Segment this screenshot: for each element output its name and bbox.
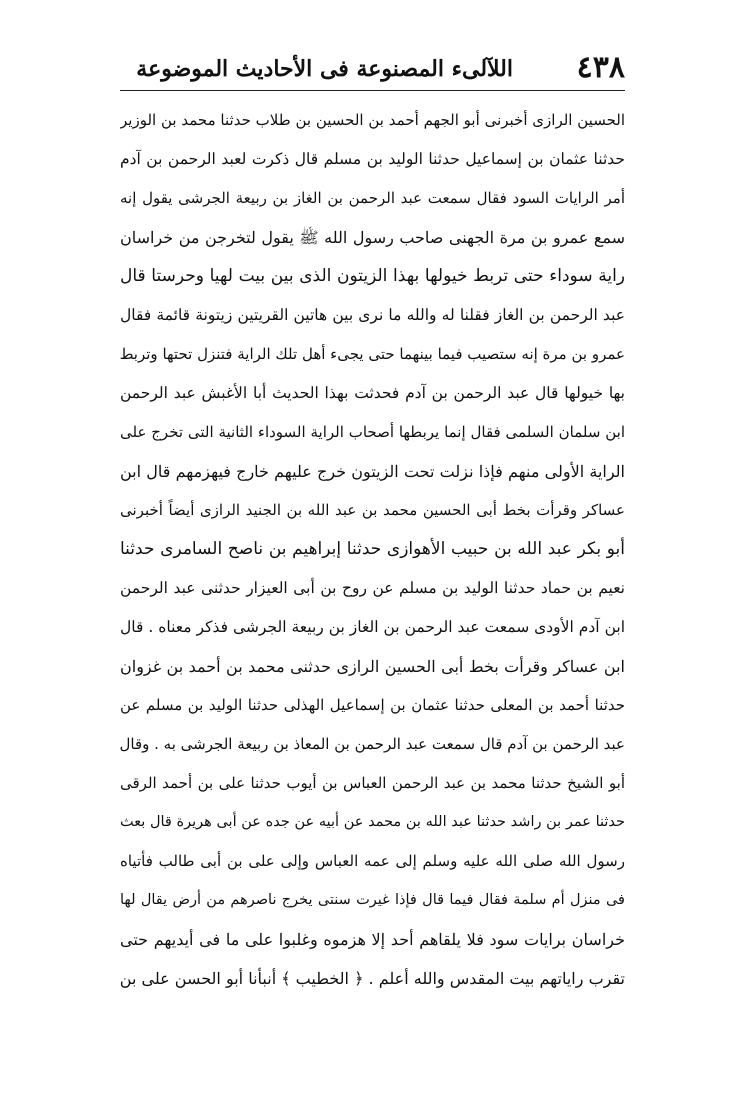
- text-line: فى منزل أم سلمة فقال فيما قال فإذا غيرت سنتى يخرج ناصرهم من أرض يقال لها: [120, 892, 625, 908]
- text-line: نعيم بن حماد حدثنا الوليد بن مسلم عن روح بن أبى العيزار حدثنى عبد الرحمن: [120, 579, 625, 597]
- text-line: الراية الأولى منهم فإذا نزلت تحت الزيتون خرج عليهم خارج فيهزمهم قال ابن: [120, 462, 625, 481]
- text-line: ابن عساكر وقرأت بخط أبى الحسين الرازى حدثنى محمد بن أحمد بن غزوان: [120, 657, 625, 676]
- text-line: ابن سلمان السلمى فقال إنما يربطها أصحاب الراية السوداء الثانية التى تخرج على: [120, 423, 625, 441]
- text-line: راية سوداء حتى تربط خيولها بهذا الزيتون الذى بين بيت لهيا وحرستا قال: [120, 266, 625, 286]
- body-text: [120, 101, 625, 998]
- text-line: خراسان برايات سود فلا يلقاهم أحد إلا هزموه وغلبوا على ما فى أيديهم حتى: [120, 930, 625, 949]
- text-line: حدثنا أحمد بن المعلى حدثنا عثمان بن إسماعيل الهذلى حدثنا الوليد بن مسلم عن: [120, 696, 625, 714]
- text-line: سمع عمرو بن مرة الجهنى صاحب رسول الله ﷺ يقول لتخرجن من خراسان: [120, 228, 625, 247]
- text-line: تقرب راياتهم بيت المقدس والله أعلم . ﴿ الخطيب ﴾ أنبأنا أبو الحسن على بن: [120, 969, 625, 988]
- text-line: عساكر وقرأت بخط أبى الحسين محمد بن عبد الله بن الجنيد الرازى أيضاً أخبرنى: [120, 501, 625, 519]
- text-line: عبد الرحمن بن آدم قال سمعت عبد الرحمن بن المعاذ بن ربيعة الجرشى به . وقال: [120, 735, 625, 753]
- page-header: [120, 48, 625, 88]
- text-line: عبد الرحمن بن الغاز فقلنا له والله ما نرى بين هاتين القريتين زيتونة قائمة فقال: [120, 306, 625, 324]
- page-number: ٤٣٨: [576, 50, 625, 85]
- running-title: اللآلىء المصنوعة فى الأحاديث الموضوعة: [136, 56, 513, 82]
- text-line: أمر الرايات السود فقال سمعت عبد الرحمن بن الغاز بن ربيعة الجرشى يقول إنه: [120, 189, 625, 207]
- text-line: رسول الله صلى الله عليه وسلم إلى عمه العباس وإلى على بن أبى طالب فأتياه: [120, 852, 625, 870]
- text-line: أبو الشيخ حدثنا محمد بن عبد الرحمن العباس بن أيوب حدثنا على بن أحمد الرقى: [120, 774, 625, 792]
- text-line: حدثنا عمر بن راشد حدثنا عبد الله بن محمد عن أبيه عن جده عن أبى هريرة قال بعث: [120, 814, 625, 830]
- text-line: حدثنا عثمان بن إسماعيل حدثنا الوليد بن مسلم قال ذكرت لعبد الرحمن بن آدم: [120, 150, 625, 168]
- text-line: أبو بكر عبد الله بن حبيب الأهوازى حدثنا إبراهيم بن ناصح السامرى حدثنا: [120, 539, 625, 559]
- header-rule: [120, 90, 625, 91]
- text-line: عمرو بن مرة إنه ستصيب فيما بينهما حتى يجىء أهل تلك الراية فتنزل تحتها وتربط: [120, 345, 625, 363]
- text-line: بها خيولها قال عبد الرحمن بن آدم فحدثت بهذا الحديث أبا الأغبش عبد الرحمن: [120, 384, 625, 402]
- text-line: ابن آدم الأودى سمعت عبد الرحمن بن الغاز بن ربيعة الجرشى فذكر معناه . قال: [120, 618, 625, 636]
- text-line: الحسين الرازى أخبرنى أبو الجهم أحمد بن الحسين بن طلاب حدثنا محمد بن الوزير: [120, 111, 625, 129]
